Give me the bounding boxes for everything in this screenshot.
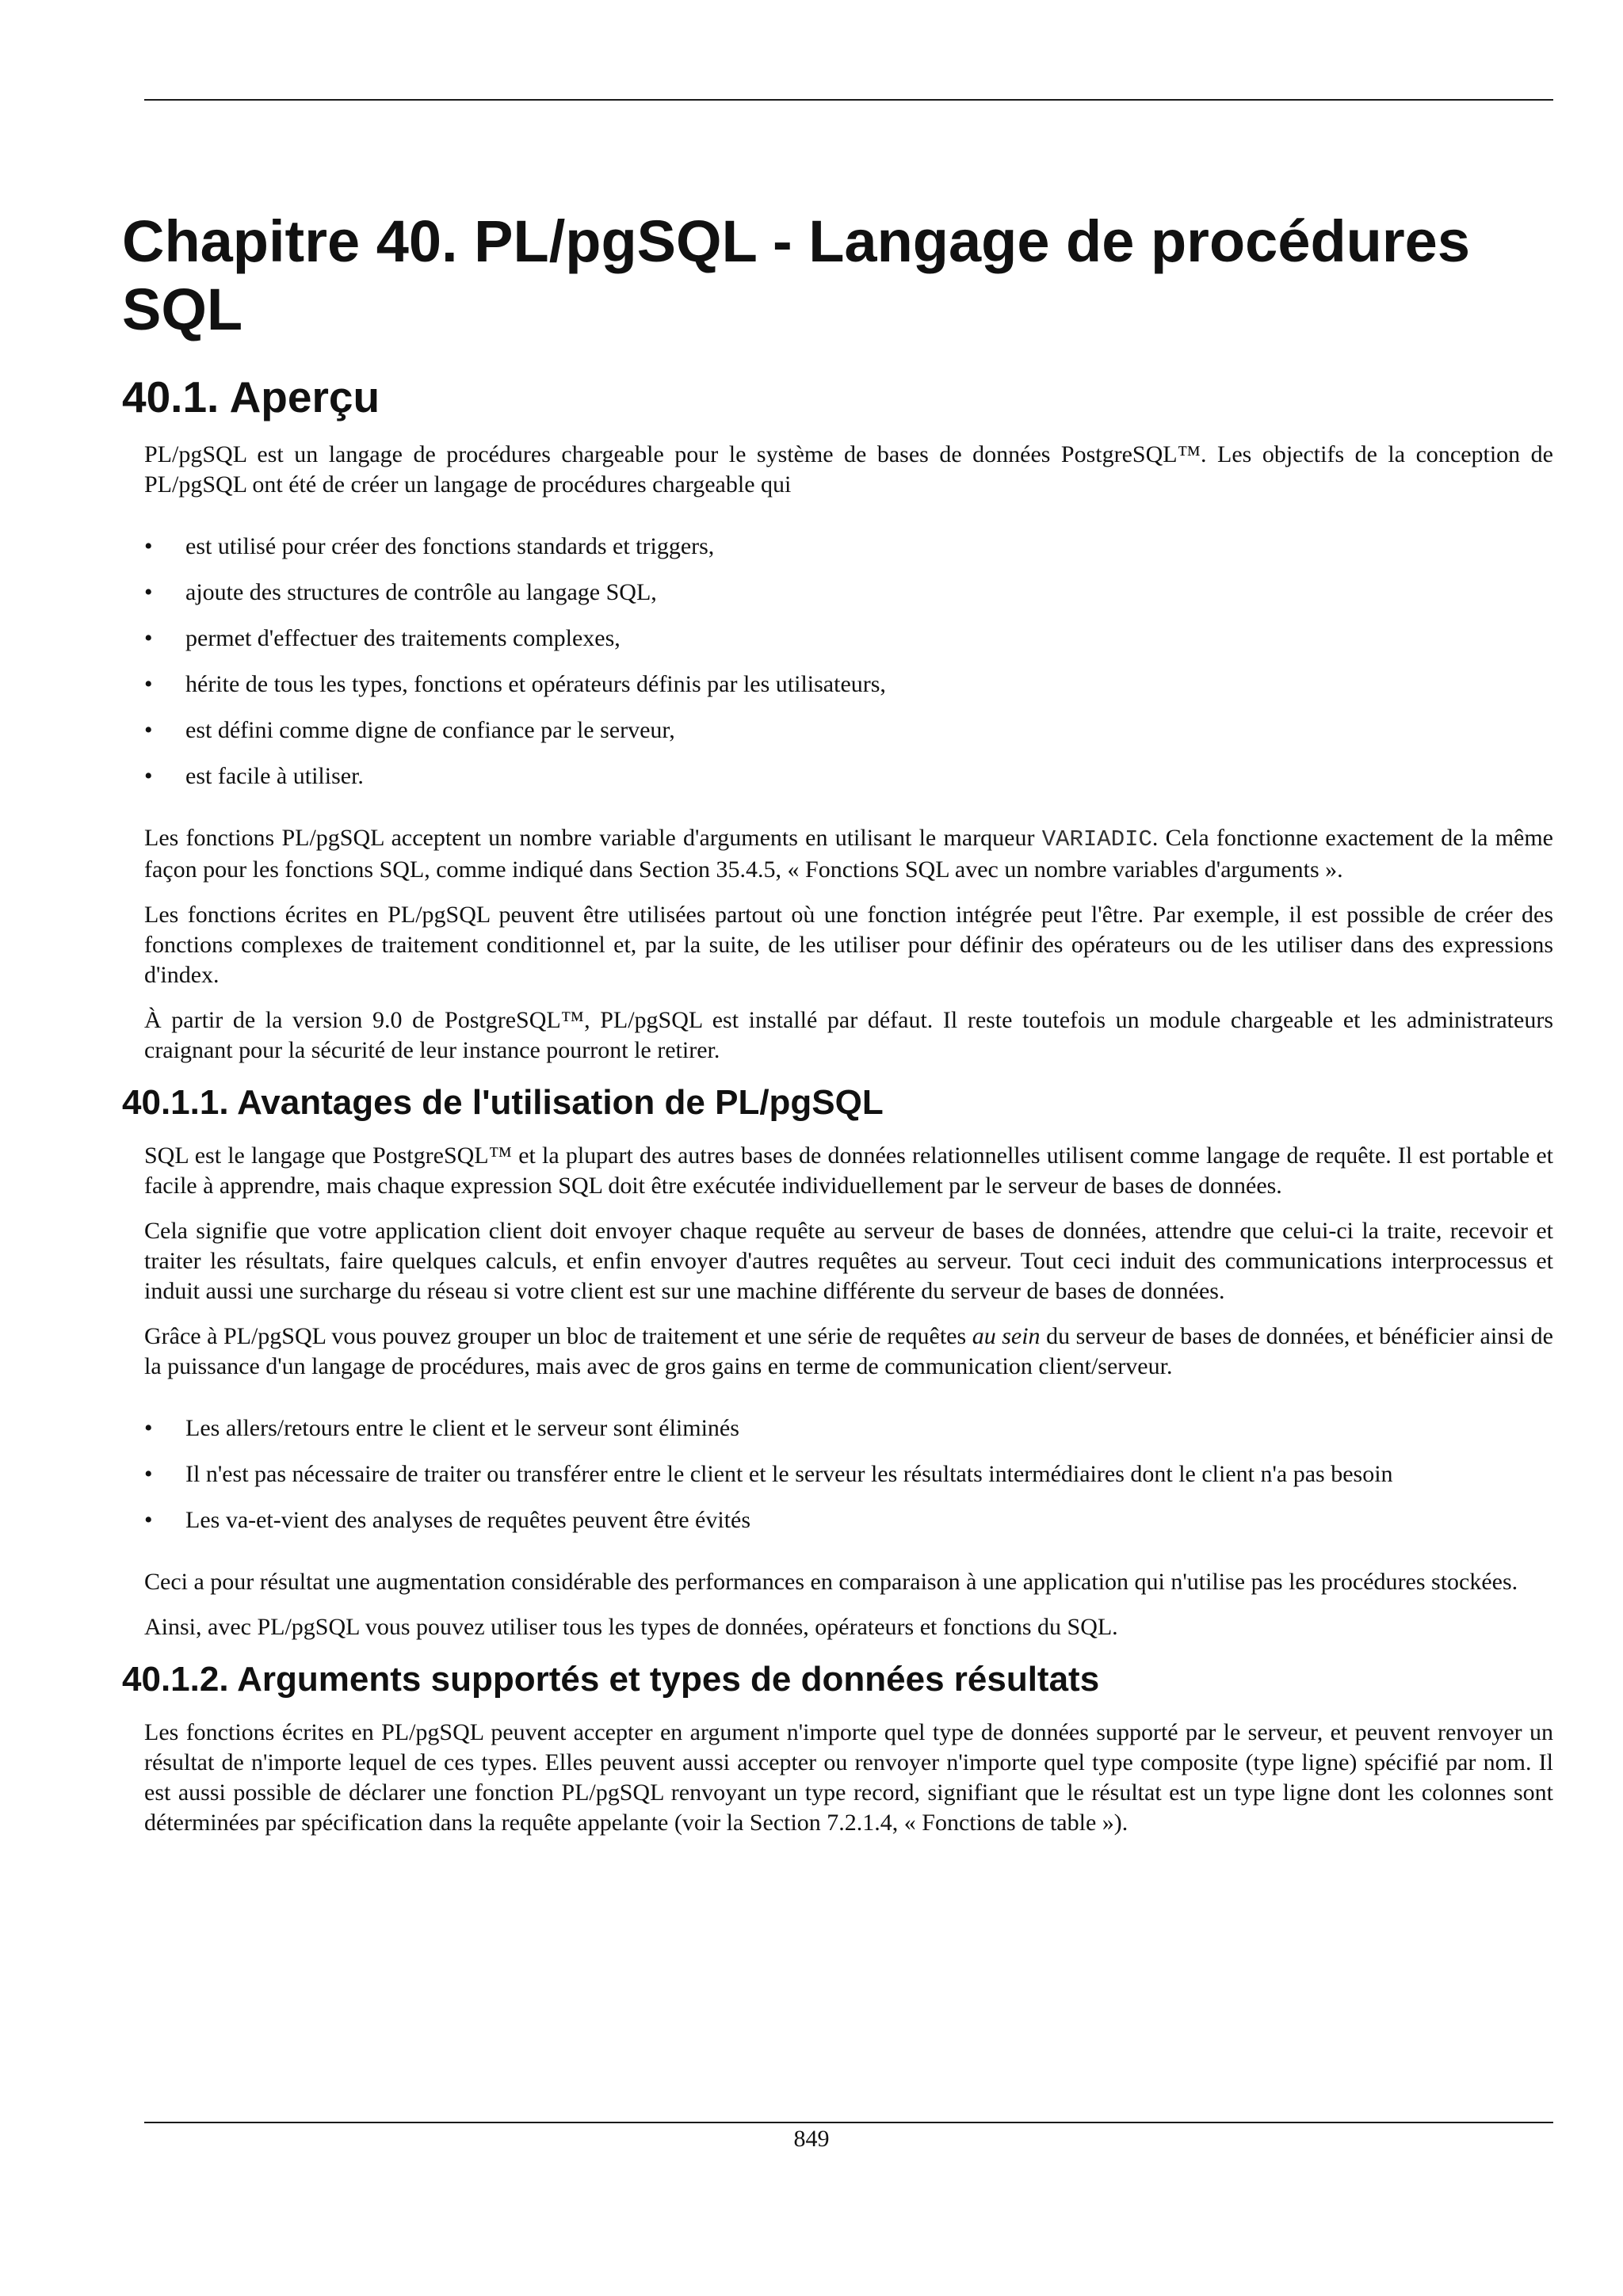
overview-goals-list [144, 532, 1553, 791]
list-item: • Il n'est pas nécessaire de traiter ou transférer entre le client et le serveur les résultats intermédiaires dont le client n'a pas besoin [144, 1459, 1553, 1489]
usage-paragraph: Les fonctions écrites en PL/pgSQL peuvent être utilisées partout où une fonction intégrée peut l'être. Par exemple, il est possible de créer des fonctions complexes de traitement conditionnel et, par la suite, de les utiliser pour définir des opérateurs ou de les utiliser dans des expressions d'index. [144, 902, 1553, 988]
section-title-advantages: 40.1.1. Avantages de l'utilisation de PL/pgSQL [122, 1083, 884, 1122]
bullet-glyph: • [144, 625, 153, 651]
list-item: • est facile à utiliser. [144, 761, 1553, 791]
page-body [122, 440, 1553, 1853]
bullet-glyph: • [144, 579, 153, 605]
advantages-p1: SQL est le langage que PostgreSQL™ et la plupart des autres bases de données relationnelles utilisent comme langage de requête. Il est portable et facile à apprendre, mais chaque expression SQL doit être exécutée individuellement par le serveur de bases de données. [144, 1142, 1553, 1199]
bullet-glyph: • [144, 717, 153, 743]
list-item: • Les allers/retours entre le client et le serveur sont éliminés [144, 1413, 1553, 1444]
list-item: • hérite de tous les types, fonctions et opérateurs définis par les utilisateurs, [144, 669, 1553, 700]
variadic-keyword: VARIADIC [1041, 826, 1152, 852]
bullet-glyph: • [144, 763, 153, 789]
bullet-glyph: • [144, 1461, 153, 1487]
list-item: • permet d'effectuer des traitements complexes, [144, 624, 1553, 654]
bullet-glyph: • [144, 533, 153, 559]
bullet-glyph: • [144, 671, 153, 697]
advantages-p2: Cela signifie que votre application client doit envoyer chaque requête au serveur de bases de données, attendre que celui-ci la traite, recevoir et traiter les résultats, faire quelques calculs, et enfin envoyer d'autres requêtes au serveur. Tout ceci induit des communications interprocessus et induit aussi une surcharge du réseau si votre client est sur une machine différente du serveur de bases de données. [144, 1218, 1553, 1304]
chapter-title: Chapitre 40. PL/pgSQL - Langage de procédures SQL [122, 208, 1470, 342]
section-title-arguments: 40.1.2. Arguments supportés et types de données résultats [122, 1660, 1100, 1699]
list-item: • Les va-et-vient des analyses de requêtes peuvent être évités [144, 1505, 1553, 1535]
emphasis-au-sein: au sein [972, 1323, 1041, 1349]
advantages-p5: Ainsi, avec PL/pgSQL vous pouvez utiliser tous les types de données, opérateurs et fonctions du SQL. [144, 1614, 1118, 1640]
bullet-glyph: • [144, 1415, 153, 1441]
advantages-list [144, 1413, 1553, 1535]
section-title-overview: 40.1. Aperçu [122, 372, 380, 421]
page-number: 849 [793, 2126, 830, 2152]
list-item: • est utilisé pour créer des fonctions standards et triggers, [144, 532, 1553, 562]
overview-intro: PL/pgSQL est un langage de procédures chargeable pour le système de bases de données PostgreSQL™. Les objectifs de la conception de PL/pgSQL ont été de créer un langage de procédures chargeable qui [144, 441, 1553, 498]
bullet-glyph: • [144, 1507, 153, 1533]
variadic-paragraph: Les fonctions PL/pgSQL acceptent un nombre variable d'arguments en utilisant le marqueur VARIADIC. Cela fonctionne exactement de la même façon pour les fonctions SQL, comme indiqué dans Section 35.4.5, « Fonctions SQL avec un nombre variables d'arguments ». [144, 825, 1553, 883]
install-paragraph: À partir de la version 9.0 de PostgreSQL™, PL/pgSQL est installé par défaut. Il reste toutefois un module chargeable et les administrateurs craignant pour la sécurité de leur instance pourront le retirer. [144, 1007, 1553, 1063]
advantages-p3: Grâce à PL/pgSQL vous pouvez grouper un bloc de traitement et une série de requêtes au sein du serveur de bases de données, et bénéficier ainsi de la puissance d'un langage de procédures, mais avec de gros gains en terme de communication client/serveur. [144, 1323, 1553, 1379]
list-item: • ajoute des structures de contrôle au langage SQL, [144, 578, 1553, 608]
header-rule [144, 99, 1553, 101]
advantages-p4: Ceci a pour résultat une augmentation considérable des performances en comparaison à une application qui n'utilise pas les procédures stockées. [144, 1569, 1518, 1595]
list-item: • est défini comme digne de confiance par le serveur, [144, 715, 1553, 746]
arguments-p1: Les fonctions écrites en PL/pgSQL peuvent accepter en argument n'importe quel type de données supporté par le serveur, et peuvent renvoyer un résultat de n'importe lequel de ces types. Elles peuvent aussi accepter ou renvoyer n'importe quel type composite (type ligne) spécifié par nom. Il est aussi possible de déclarer une fonction PL/pgSQL renvoyant un type record, signifiant que le résultat est un type ligne dont les colonnes sont déterminées par spécification dans la requête appelante (voir la Section 7.2.1.4, « Fonctions de table »). [144, 1719, 1553, 1836]
